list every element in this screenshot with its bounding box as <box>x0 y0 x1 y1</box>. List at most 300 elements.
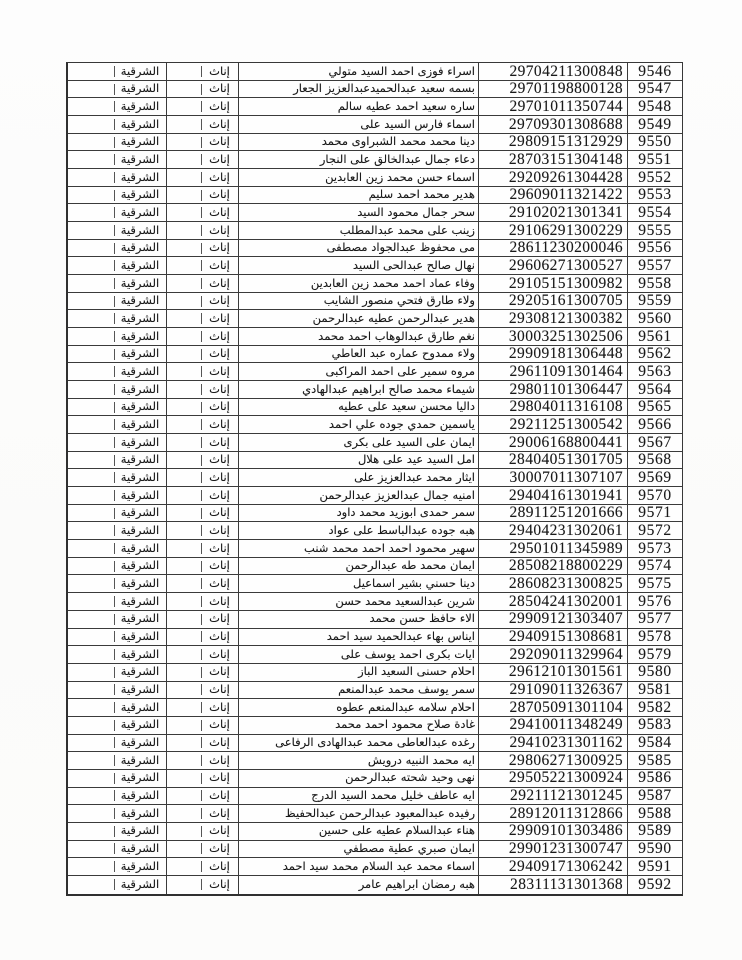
national-id: 29404161301941 <box>508 487 623 504</box>
name-cell <box>238 98 478 115</box>
national-id-cell <box>478 646 627 663</box>
gender-cell <box>201 805 238 822</box>
spacer-cell <box>166 540 201 557</box>
gender-cell <box>201 735 238 752</box>
table-row <box>68 770 682 788</box>
national-id: 29806271300925 <box>508 752 623 769</box>
person-name: اسراء فوزى احمد السيد متولي <box>328 63 475 78</box>
serial-cell <box>627 151 682 168</box>
serial-number: 9548 <box>638 98 672 115</box>
governorate-label: الشرقية <box>120 611 160 626</box>
name-cell <box>238 310 478 327</box>
spacer-cell <box>68 540 114 557</box>
spacer-cell <box>68 169 114 186</box>
national-id: 29901231300747 <box>508 840 623 858</box>
table-row <box>68 151 682 169</box>
national-id: 29106291300229 <box>508 222 623 239</box>
national-id: 28504241302001 <box>508 593 623 610</box>
gender-label: إناث <box>209 717 230 732</box>
governorate-cell <box>114 363 166 380</box>
spacer-cell <box>68 469 114 486</box>
serial-cell <box>627 575 682 592</box>
spacer-cell <box>68 505 114 522</box>
national-id: 28705091301104 <box>509 699 623 716</box>
gender-label: إناث <box>209 858 230 873</box>
person-name: سهير محمود احمد احمد محمد شنب <box>304 540 475 555</box>
table-row <box>68 452 682 470</box>
governorate-cell <box>114 682 166 699</box>
national-id: 29609011321422 <box>509 186 623 204</box>
spacer-cell <box>166 682 201 699</box>
national-id-cell <box>478 522 627 539</box>
person-name: احلام سلامه عبدالمنعم عطوه <box>336 699 475 714</box>
spacer-cell <box>68 434 114 451</box>
spacer-cell <box>68 134 114 151</box>
gender-label: إناث <box>209 682 230 697</box>
national-id: 28912011312866 <box>509 805 623 822</box>
gender-label: إناث <box>209 434 230 449</box>
spacer-cell <box>68 452 114 469</box>
spacer-cell <box>166 98 201 115</box>
gender-label: إناث <box>209 417 230 432</box>
national-id-cell <box>478 735 627 752</box>
national-id: 29505221300924 <box>508 769 623 787</box>
gender-label: إناث <box>209 63 230 78</box>
table-row <box>68 469 682 487</box>
governorate-cell <box>114 788 166 805</box>
governorate-label: الشرقية <box>120 770 160 785</box>
serial-cell <box>627 381 682 398</box>
governorate-label: الشرقية <box>120 788 160 803</box>
gender-label: إناث <box>209 646 230 661</box>
governorate-label: الشرقية <box>120 876 160 891</box>
name-cell <box>238 452 478 469</box>
serial-cell <box>627 416 682 433</box>
name-cell <box>238 346 478 363</box>
name-cell <box>238 81 478 98</box>
governorate-cell <box>114 505 166 522</box>
governorate-cell <box>114 169 166 186</box>
gender-cell <box>201 505 238 522</box>
person-name: امنيه جمال عبدالعزيز عبدالرحمن <box>319 487 475 502</box>
national-id-cell <box>478 770 627 787</box>
serial-cell <box>627 399 682 416</box>
serial-number: 9589 <box>638 822 672 840</box>
national-id-cell <box>478 169 627 186</box>
name-cell <box>238 752 478 769</box>
name-cell <box>238 116 478 133</box>
governorate-label: الشرقية <box>120 116 160 131</box>
spacer-cell <box>166 275 201 292</box>
serial-cell <box>627 63 682 80</box>
gender-cell <box>201 629 238 646</box>
name-cell <box>238 735 478 752</box>
governorate-label: الشرقية <box>120 204 160 219</box>
serial-number: 9574 <box>638 557 672 575</box>
serial-cell <box>627 805 682 822</box>
national-id: 29909181306448 <box>508 345 623 363</box>
gender-cell <box>201 558 238 575</box>
serial-cell <box>627 452 682 469</box>
serial-cell <box>627 664 682 681</box>
serial-cell <box>627 752 682 769</box>
national-id-cell <box>478 434 627 451</box>
gender-cell <box>201 664 238 681</box>
national-id: 29804011316108 <box>509 398 623 416</box>
serial-cell <box>627 841 682 858</box>
spacer-cell <box>166 629 201 646</box>
table-row <box>68 699 682 717</box>
national-id-cell <box>478 204 627 221</box>
person-name: وفاء عماد احمد محمد زين العابدين <box>310 275 475 290</box>
governorate-cell <box>114 328 166 345</box>
table-row <box>68 134 682 152</box>
spacer-cell <box>68 876 114 894</box>
person-name: هبه جوده عبدالباسط على عواد <box>328 523 475 538</box>
spacer-cell <box>68 63 114 80</box>
governorate-cell <box>114 399 166 416</box>
gender-label: إناث <box>209 399 230 414</box>
spacer-cell <box>166 81 201 98</box>
serial-cell <box>627 735 682 752</box>
serial-cell <box>627 646 682 663</box>
governorate-cell <box>114 770 166 787</box>
serial-number: 9566 <box>638 416 672 434</box>
person-name: هناء عبدالسلام عطيه على حسين <box>318 823 475 838</box>
serial-cell <box>627 629 682 646</box>
governorate-label: الشرقية <box>120 523 160 538</box>
spacer-cell <box>166 363 201 380</box>
name-cell <box>238 363 478 380</box>
serial-number: 9573 <box>638 540 672 557</box>
person-name: ايه عاطف خليل محمد السيد الدرج <box>311 788 475 803</box>
person-name: مروه سمير على احمد المراكبى <box>325 364 475 378</box>
spacer-cell <box>166 328 201 345</box>
gender-label: إناث <box>209 81 230 96</box>
serial-number: 9584 <box>638 734 672 752</box>
name-cell <box>238 629 478 646</box>
national-id-cell <box>478 469 627 486</box>
gender-label: إناث <box>209 364 230 378</box>
gender-cell <box>201 452 238 469</box>
governorate-label: الشرقية <box>120 151 160 166</box>
national-id-cell <box>478 222 627 239</box>
serial-number: 9547 <box>638 80 672 98</box>
gender-label: إناث <box>209 788 230 803</box>
gender-cell <box>201 257 238 274</box>
table-row <box>68 717 682 735</box>
gender-label: إناث <box>209 841 230 856</box>
serial-cell <box>627 558 682 575</box>
table-row <box>68 575 682 593</box>
gender-label: إناث <box>209 98 230 113</box>
gender-cell <box>201 717 238 734</box>
governorate-cell <box>114 416 166 433</box>
national-id-cell <box>478 381 627 398</box>
gender-cell <box>201 416 238 433</box>
spacer-cell <box>166 204 201 221</box>
person-name: امل السيد عيد على هلال <box>357 452 475 467</box>
gender-cell <box>201 222 238 239</box>
spacer-cell <box>166 240 201 257</box>
gender-cell <box>201 858 238 875</box>
national-id-cell <box>478 788 627 805</box>
table-row <box>68 310 682 328</box>
serial-cell <box>627 293 682 310</box>
name-cell <box>238 770 478 787</box>
spacer-cell <box>68 346 114 363</box>
national-id-cell <box>478 98 627 115</box>
serial-number: 9554 <box>638 204 672 221</box>
gender-cell <box>201 788 238 805</box>
table-row <box>68 187 682 205</box>
serial-cell <box>627 310 682 327</box>
serial-cell <box>627 823 682 840</box>
serial-number: 9555 <box>638 222 672 239</box>
spacer-cell <box>166 717 201 734</box>
gender-label: إناث <box>209 823 230 838</box>
name-cell <box>238 204 478 221</box>
spacer-cell <box>68 752 114 769</box>
spacer-cell <box>68 399 114 416</box>
national-id: 28611230200046 <box>509 239 623 257</box>
spacer-cell <box>166 487 201 504</box>
person-name: سمر حمدى ابوزيد محمد داود <box>336 505 475 520</box>
spacer-cell <box>68 788 114 805</box>
person-name: نهى وحيد شحته عبدالرحمن <box>345 770 475 785</box>
governorate-cell <box>114 593 166 610</box>
governorate-cell <box>114 876 166 894</box>
national-id-cell <box>478 363 627 380</box>
national-id: 29105151300982 <box>508 275 623 292</box>
person-name: دعاء جمال عبدالخالق على النجار <box>319 151 475 166</box>
governorate-cell <box>114 134 166 151</box>
person-name: غادة صلاح محمود احمد محمد <box>335 717 475 732</box>
national-id: 29209011329964 <box>509 646 623 663</box>
spacer-cell <box>166 558 201 575</box>
national-id: 29612101301561 <box>508 663 623 681</box>
spacer-cell <box>166 310 201 327</box>
gender-cell <box>201 293 238 310</box>
governorate-label: الشرقية <box>120 98 160 113</box>
serial-number: 9586 <box>638 769 672 787</box>
national-id-cell <box>478 416 627 433</box>
spacer-cell <box>166 575 201 592</box>
person-name: دينا حسني بشير اسماعيل <box>353 576 475 591</box>
person-name: هدير عبدالرحمن عطيه عبدالرحمن <box>312 310 475 325</box>
governorate-cell <box>114 346 166 363</box>
governorate-cell <box>114 98 166 115</box>
person-name: هبه رمضان ابراهيم عامر <box>358 876 475 891</box>
name-cell <box>238 805 478 822</box>
gender-label: إناث <box>209 611 230 626</box>
governorate-label: الشرقية <box>120 187 160 202</box>
name-cell <box>238 328 478 345</box>
governorate-label: الشرقية <box>120 664 160 679</box>
spacer-cell <box>166 434 201 451</box>
national-id-cell <box>478 187 627 204</box>
national-id-cell <box>478 151 627 168</box>
gender-label: إناث <box>209 381 230 396</box>
national-id: 29709301308688 <box>508 116 623 133</box>
spacer-cell <box>166 593 201 610</box>
gender-label: إناث <box>209 328 230 343</box>
national-id: 29701198800128 <box>509 80 623 98</box>
governorate-label: الشرقية <box>120 699 160 714</box>
person-name: ايناس بهاء عبدالحميد سيد احمد <box>326 629 475 644</box>
gender-cell <box>201 469 238 486</box>
gender-label: إناث <box>209 593 230 608</box>
spacer-cell <box>166 876 201 894</box>
governorate-label: الشرقية <box>120 558 160 573</box>
table-row <box>68 487 682 505</box>
table-row <box>68 81 682 99</box>
national-id: 29205161300705 <box>508 292 623 310</box>
national-id-cell <box>478 63 627 80</box>
national-id: 28911251201666 <box>509 504 623 522</box>
gender-label: إناث <box>209 116 230 131</box>
person-name: ياسمين حمدي جوده علي احمد <box>328 417 475 432</box>
table-row <box>68 593 682 611</box>
table-row <box>68 752 682 770</box>
national-id-cell <box>478 682 627 699</box>
gender-label: إناث <box>209 752 230 767</box>
national-id-cell <box>478 293 627 310</box>
name-cell <box>238 434 478 451</box>
name-cell <box>238 151 478 168</box>
governorate-label: الشرقية <box>120 470 160 485</box>
serial-cell <box>627 222 682 239</box>
governorate-label: الشرقية <box>120 381 160 396</box>
table-row <box>68 63 682 81</box>
national-id-cell <box>478 487 627 504</box>
gender-label: إناث <box>209 664 230 679</box>
gender-cell <box>201 770 238 787</box>
person-name: رفيده عبدالمعبود عبدالرحمن عبدالحفيظ <box>285 805 475 820</box>
name-cell <box>238 293 478 310</box>
spacer-cell <box>166 381 201 398</box>
gender-label: إناث <box>209 576 230 591</box>
governorate-label: الشرقية <box>120 364 160 378</box>
name-cell <box>238 841 478 858</box>
serial-cell <box>627 434 682 451</box>
serial-cell <box>627 169 682 186</box>
serial-cell <box>627 469 682 486</box>
governorate-label: الشرقية <box>120 682 160 697</box>
name-cell <box>238 469 478 486</box>
table-row <box>68 735 682 753</box>
spacer-cell <box>166 788 201 805</box>
gender-label: إناث <box>209 699 230 714</box>
person-name: شرين عبدالسعيد محمد حسن <box>335 593 475 608</box>
name-cell <box>238 505 478 522</box>
person-name: ايمان على السيد على بكرى <box>343 434 475 449</box>
spacer-cell <box>68 558 114 575</box>
spacer-cell <box>166 646 201 663</box>
governorate-label: الشرقية <box>120 452 160 467</box>
gender-label: إناث <box>209 487 230 502</box>
serial-number: 9562 <box>638 345 672 363</box>
gender-cell <box>201 752 238 769</box>
governorate-cell <box>114 204 166 221</box>
spacer-cell <box>68 204 114 221</box>
governorate-label: الشرقية <box>120 805 160 820</box>
spacer-cell <box>68 823 114 840</box>
spacer-cell <box>166 522 201 539</box>
national-id: 29909101303486 <box>508 822 623 840</box>
person-name: اسماء حسن محمد زين العابدين <box>325 169 475 184</box>
name-cell <box>238 646 478 663</box>
gender-cell <box>201 275 238 292</box>
national-id-cell <box>478 452 627 469</box>
serial-cell <box>627 134 682 151</box>
name-cell <box>238 187 478 204</box>
person-name: نهال صالح عبدالحى السيد <box>352 257 475 272</box>
serial-cell <box>627 876 682 894</box>
spacer-cell <box>166 151 201 168</box>
gender-label: إناث <box>209 540 230 555</box>
spacer-cell <box>68 841 114 858</box>
serial-number: 9579 <box>638 646 672 663</box>
governorate-label: الشرقية <box>120 717 160 732</box>
gender-label: إناث <box>209 805 230 820</box>
spacer-cell <box>68 240 114 257</box>
name-cell <box>238 134 478 151</box>
table-row <box>68 204 682 222</box>
records-table <box>66 62 683 896</box>
spacer-cell <box>166 805 201 822</box>
person-name: ايمان صبري عطية مصطفي <box>343 841 475 856</box>
governorate-label: الشرقية <box>120 434 160 449</box>
name-cell <box>238 876 478 894</box>
name-cell <box>238 699 478 716</box>
name-cell <box>238 664 478 681</box>
table-row <box>68 222 682 240</box>
name-cell <box>238 858 478 875</box>
spacer-cell <box>166 735 201 752</box>
gender-cell <box>201 841 238 858</box>
serial-number: 9550 <box>638 133 672 151</box>
national-id-cell <box>478 858 627 875</box>
gender-cell <box>201 310 238 327</box>
spacer-cell <box>68 257 114 274</box>
serial-cell <box>627 487 682 504</box>
serial-number: 9558 <box>638 275 672 292</box>
spacer-cell <box>68 575 114 592</box>
gender-cell <box>201 682 238 699</box>
serial-number: 9556 <box>638 239 672 257</box>
table-row <box>68 841 682 859</box>
serial-number: 9552 <box>638 169 672 186</box>
national-id-cell <box>478 575 627 592</box>
national-id-cell <box>478 240 627 257</box>
person-name: اسماء محمد عبد السلام محمد سيد احمد <box>282 858 475 873</box>
governorate-label: الشرقية <box>120 81 160 96</box>
governorate-label: الشرقية <box>120 134 160 149</box>
spacer-cell <box>68 522 114 539</box>
governorate-cell <box>114 805 166 822</box>
name-cell <box>238 240 478 257</box>
serial-number: 9567 <box>638 434 672 451</box>
gender-label: إناث <box>209 523 230 538</box>
gender-cell <box>201 522 238 539</box>
spacer-cell <box>68 116 114 133</box>
gender-label: إناث <box>209 134 230 149</box>
table-row <box>68 876 682 894</box>
person-name: رغده عبدالعاطى محمد عبدالهادى الرفاعى <box>275 735 475 750</box>
national-id: 29211251300542 <box>509 416 623 434</box>
governorate-cell <box>114 487 166 504</box>
